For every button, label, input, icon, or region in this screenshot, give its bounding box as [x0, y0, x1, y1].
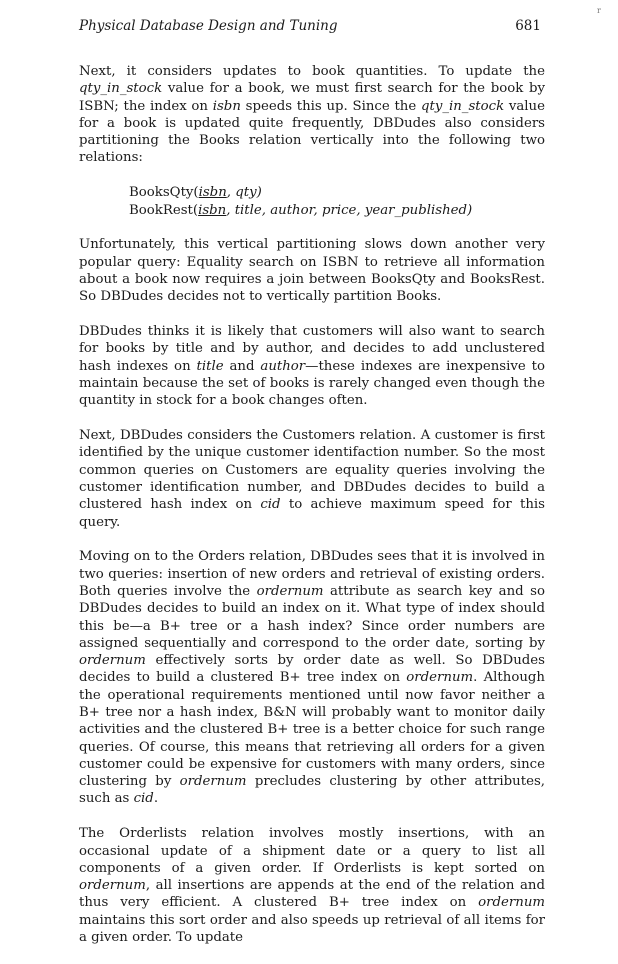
margin-mark: r: [597, 6, 601, 15]
page-number: 681: [515, 18, 541, 34]
body-text: [79, 63, 545, 964]
paragraph-hash-indexes: DBDudes thinks it is likely that customers will also want to search for books by title and by author, and decides to add unclustered hash indexes on title and author—these indexes are inexpensive to maintain because the set of books is rarely changed even though the quantity in stock for a book changes often.: [79, 324, 545, 409]
paragraph-customers: Next, DBDudes considers the Customers relation. A customer is first identified by the unique customer identifaction number. So the most common queries on Customers are equality queries involving the customer identification number, and DBDudes decides to build a clustered hash index on cid to achieve maximum speed for this query.: [79, 428, 545, 530]
running-header: [79, 18, 541, 34]
relation-booksqty: BooksQty(isbn, qty): [129, 185, 262, 201]
relation-schemas: [129, 184, 545, 219]
paragraph-book-updates: Next, it considers updates to book quantities. To update the qty_in_stock value for a book, we must first search for the book by ISBN; the index on isbn speeds this up. Since the qty_in_stock value for a book is updated quite frequently, DBDudes also considers partitioning the Books relation vertically into the following two relations:: [79, 64, 545, 166]
paragraph-vertical-partitioning: Unfortunately, this vertical partitioning slows down another very popular query: Equality search on ISBN to retrieve all information about a book now requires a join between BooksQty and BooksRest. So DBDudes decides not to vertically partition Books.: [79, 237, 545, 305]
paragraph-orders: Moving on to the Orders relation, DBDudes sees that it is involved in two queries: insertion of new orders and retrieval of existing orders. Both queries involve the ordernum attribute as search key and so DBDudes decides to build an index on it. What type of index should this be—a B+ tree or a hash index? Since order numbers are assigned sequentially and correspond to the order date, sorting by ordernum effectively sorts by order date as well. So DBDudes decides to build a clustered B+ tree index on ordernum. Although the operational requirements mentioned until now favor neither a B+ tree nor a hash index, B&N will probably want to monitor daily activities and the clustered B+ tree is a better choice for such range queries. Of course, this means that retrieving all orders for a given customer could be expensive for customers with many orders, since clustering by ordernum precludes clustering by other attributes, such as cid.: [79, 549, 546, 807]
relation-bookrest: BookRest(isbn, title, author, price, year_published): [129, 202, 473, 218]
running-title: Physical Database Design and Tuning: [79, 18, 338, 34]
paragraph-orderlists: The Orderlists relation involves mostly insertions, with an occasional update of a shipment date or a query to list all components of a given order. If Orderlists is kept sorted on ordernum, all insertions are appends at the end of the relation and thus very efficient. A clustered B+ tree index on ordernum maintains this sort order and also speeds up retrieval of all items for a given order. To update: [79, 826, 545, 946]
